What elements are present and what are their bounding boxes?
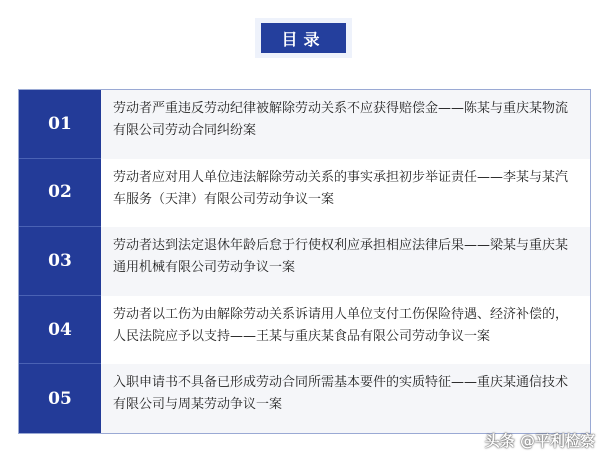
watermark: 头条 @平利检察 [484,432,595,450]
item-title: 劳动者以工伤为由解除劳动关系诉请用人单位支付工伤保险待遇、经济补偿的，人民法院应予以支持——王某与重庆某食品有限公司劳动争议一案 [101,296,590,365]
item-title: 劳动者严重违反劳动纪律被解除劳动关系不应获得赔偿金——陈某与重庆某物流有限公司劳动合同纠纷案 [101,90,590,159]
table-of-contents [18,89,591,434]
page-title: 目录 [261,23,346,53]
item-number: 03 [19,227,101,296]
toc-row[interactable] [19,90,590,159]
item-number: 05 [19,364,101,433]
item-title: 入职申请书不具备已形成劳动合同所需基本要件的实质特征——重庆某通信技术有限公司与周某劳动争议一案 [101,364,590,433]
toc-row[interactable] [19,364,590,433]
item-number: 02 [19,159,101,228]
item-number: 04 [19,296,101,365]
title-container [255,18,352,58]
item-number: 01 [19,90,101,159]
item-title: 劳动者达到法定退休年龄后怠于行使权利应承担相应法律后果——梁某与重庆某通用机械有限公司劳动争议一案 [101,227,590,296]
toc-row[interactable] [19,159,590,228]
item-title: 劳动者应对用人单位违法解除劳动关系的事实承担初步举证责任——李某与某汽车服务（天津）有限公司劳动争议一案 [101,159,590,228]
toc-row[interactable] [19,296,590,365]
toc-row[interactable] [19,227,590,296]
